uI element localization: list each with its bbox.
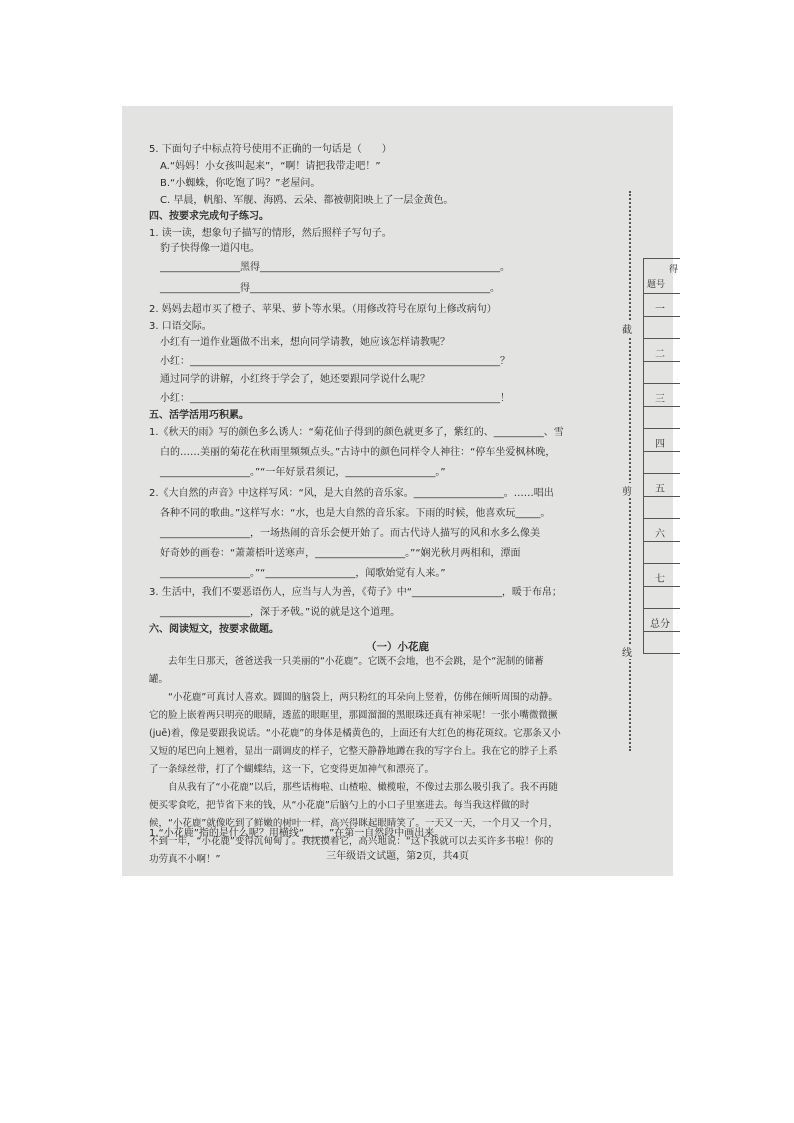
example-sentence: 豹子快得像一道闪电。 bbox=[160, 243, 260, 254]
score-row bbox=[644, 608, 680, 653]
score-row-label: 七 bbox=[655, 574, 665, 585]
option-c: C. 早晨，帆船、军舰、海鸥、云朵、都被朝阳映上了一层金黄色。 bbox=[160, 195, 454, 206]
question-5-3-line2: __________________，深于矛戟。”说的就是这个道理。 bbox=[160, 607, 401, 618]
passage-paragraph-3: 自从我有了“小花鹿”以后，那些话梅啦、山楂啦、橄榄啦，不像过去那么吸引我了。我不再随便买零食吃，把节省下来的钱，从“小花鹿”后脑勺上的小口子里塞进去。每当我这样做的时候，“小花鹿”就像吃到了鲜嫩的树叶一样，高兴得眯起眼睛笑了。一天又一天，一个月又一个月，不到一年，“小花鹿”变得沉甸甸了。我抚摸着它，高兴地说：“这下我就可以去买许多书啦！你的功劳真不小啊！” bbox=[149, 782, 558, 865]
question-5-2-line5: __________________。”“__________________，闻歌始觉有人来。” bbox=[160, 568, 446, 579]
score-row-label: 六 bbox=[655, 529, 665, 540]
score-row bbox=[644, 338, 680, 383]
score-row bbox=[644, 518, 680, 563]
dialog-prompt-2: 通过同学的讲解，小红终于学会了，她还要跟同学说什么呢？ bbox=[160, 374, 430, 385]
question-5-2-line3: __________________，一场热闹的音乐会便开始了。而古代诗人描写的风和水多么像美 bbox=[160, 528, 540, 539]
question-5-1-line3: __________________。”“一年好景君须记，__________________。” bbox=[160, 467, 446, 478]
score-row-label: 四 bbox=[655, 439, 665, 450]
question-5-3-line1: 3. 生活中，我们不要恶语伤人，应当与人为善，《荀子》中“__________________，暖于布帛； bbox=[149, 587, 562, 598]
cut-label-3: 线 bbox=[622, 644, 632, 659]
question-5-1-line2: 白的……美丽的菊花在秋雨里频频点头。”古诗中的颜色同样令人神往：“停车坐爱枫林晚， bbox=[160, 447, 556, 458]
score-row bbox=[644, 563, 680, 608]
cut-line bbox=[629, 191, 631, 751]
page-footer: 三年级语文试题，第2页，共4页 bbox=[326, 851, 469, 862]
passage-paragraph-1: 去年生日那天，爸爸送我一只美丽的“小花鹿”。它既不会地，也不会跳，是个“泥制的储蓄罐。 bbox=[149, 656, 544, 685]
score-row-label: 总分 bbox=[650, 619, 670, 630]
question-5: 5. 下面句子中标点符号使用不正确的一句话是（ ） bbox=[149, 144, 392, 155]
dialog-answer-1: 小红：______________________________________________________________？ bbox=[160, 356, 510, 367]
fill-line-1: ________________黑得________________________________________________。 bbox=[160, 262, 510, 273]
section-4-heading: 四、按要求完成句子练习。 bbox=[149, 211, 269, 222]
score-row bbox=[644, 473, 680, 518]
score-table bbox=[643, 258, 680, 654]
cut-label-2: 剪 bbox=[622, 483, 632, 498]
score-header-left: 题号 bbox=[647, 280, 666, 290]
question-5-2-line1: 2.《大自然的声音》中这样写风：“风，是大自然的音乐家。__________________。……唱出 bbox=[149, 488, 554, 499]
fill-line-2: ________________得________________________________________________。 bbox=[160, 283, 500, 294]
question-5-2-line4: 好奇妙的画卷：“萧萧梧叶送寒声，__________________。”“娴光秋月两相和，潭面 bbox=[160, 548, 521, 559]
dialog-prompt-1: 小红有一道作业题做不出来，想向同学请教，她应该怎样请教呢？ bbox=[160, 337, 450, 348]
section-5-heading: 五、活学活用巧积累。 bbox=[149, 410, 249, 421]
section-6-heading: 六、阅读短文，按要求做题。 bbox=[149, 624, 279, 635]
score-row bbox=[644, 294, 680, 338]
score-row-label: 二 bbox=[655, 349, 665, 360]
question-4-3: 3. 口语交际。 bbox=[149, 321, 212, 332]
score-header-right: 得 bbox=[668, 265, 678, 275]
score-row-label: 一 bbox=[655, 304, 665, 315]
score-row-label: 五 bbox=[655, 484, 665, 495]
question-5-1-line1: 1.《秋天的雨》写的颜色多么诱人：“菊花仙子得到的颜色就更多了，紫红的、__________、雪 bbox=[149, 427, 564, 438]
reading-question-1: 1.“小花鹿”指的是什么呢？用横线“_____”在第一自然段中画出来。 bbox=[149, 828, 445, 839]
score-row bbox=[644, 383, 680, 428]
scanned-exam-page bbox=[122, 106, 678, 876]
cut-label-1: 截 bbox=[622, 321, 632, 336]
score-row-label: 三 bbox=[655, 394, 665, 405]
score-row bbox=[644, 428, 680, 473]
option-b: B.“小蜘蛛，你吃饱了吗？”老屋问。 bbox=[160, 178, 321, 189]
passage-title: （一）小花鹿 bbox=[366, 641, 429, 653]
question-4-2: 2. 妈妈去超市买了橙子、苹果、萝卜等水果。（用修改符号在原句上修改病句） bbox=[149, 304, 497, 315]
score-table-header bbox=[644, 259, 680, 294]
question-4-1: 1. 读一读，想象句子描写的情形，然后照样子写句子。 bbox=[149, 228, 392, 239]
question-5-2-line2: 各种不同的歌曲。”这样写水：“水，也是大自然的音乐家。下雨的时候，他喜欢玩_____。 bbox=[160, 508, 551, 519]
passage-paragraph-2: “小花鹿”可真讨人喜欢。圆圆的脑袋上，两只粉红的耳朵向上竖着，仿佛在倾听周围的动静。它的脸上嵌着两只明亮的眼睛，透蓝的眼眶里，那圆溜溜的黑眼珠还真有神采呢！一张小嘴微微撅(juē)着，像是要跟我说话。“小花鹿”的身体是橘黄色的，上面还有大红色的梅花斑纹。它那条又小又短的尾巴向上翘着，显出一副调皮的样子，它整天静静地蹲在我的写字台上。我在它的脖子上系了一条绿丝带，打了个蝴蝶结，这一下，它变得更加神气和漂亮了。 bbox=[149, 692, 561, 775]
option-a: A.“妈妈！小女孩叫起来”，“啊！请把我带走吧！” bbox=[160, 161, 381, 172]
dialog-answer-2: 小红：______________________________________________________________！ bbox=[160, 393, 510, 404]
